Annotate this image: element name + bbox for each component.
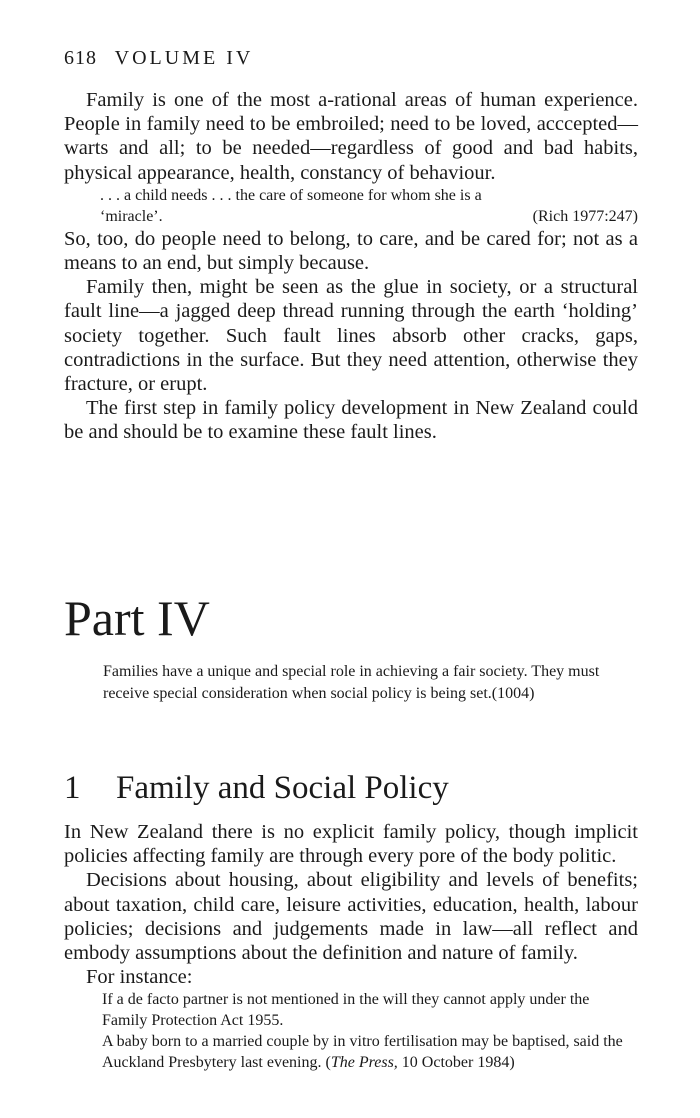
paragraph: Decisions about housing, about eligibility and levels of benefits; about taxation, child care, leisure activities, education, health, labour policies; decisions and judgements made in law—all reflect and embody assumptions about the definition and nature of family.	[64, 869, 638, 965]
paragraph: For instance:	[86, 966, 193, 989]
chapter-title	[64, 768, 449, 808]
quote-paragraph: If a de facto partner is not mentioned in the will they cannot apply under the Family Protection Act 1955.	[102, 991, 590, 1030]
quote-source: The Press,	[330, 1054, 398, 1072]
running-header	[64, 47, 253, 70]
quote-line: . . . a child needs . . . the care of someone for whom she is a	[100, 186, 482, 204]
paragraph: Family then, might be seen as the glue in society, or a structural fault line—a jagged deep thread running through the earth ‘holding’ society together. Such fault lines absorb other cracks, gaps, contradictions in the surface. But they need attention, otherwise they fracture, or erupt.	[64, 276, 638, 396]
page-number: 618	[64, 47, 97, 69]
part-title: Part IV	[64, 590, 210, 646]
part-epigraph: Families have a unique and special role in achieving a fair society. They must receive special consideration when social policy is being set.(1004)	[103, 663, 600, 702]
chapter-title-text: Family and Social Policy	[116, 770, 449, 806]
paragraph: The first step in family policy development in New Zealand could be and should be to examine these fault lines.	[64, 397, 638, 444]
running-head: VOLUME IV	[114, 47, 254, 69]
quote-paragraph: A baby born to a married couple by in vitro fertilisation may be baptised, said the Auckland Presbytery last evening. (The Press, 10 October 1984)	[102, 1033, 623, 1072]
quote-date: 10 October 1984)	[401, 1054, 515, 1072]
quote-citation: (Rich 1977:247)	[532, 207, 638, 225]
paragraph: In New Zealand there is no explicit family policy, though implicit policies affecting family are through every pore of the body politic.	[64, 821, 638, 868]
block-quote	[100, 185, 638, 227]
chapter-number: 1	[64, 770, 81, 806]
chapter-body	[64, 820, 638, 1073]
block-quote	[102, 989, 638, 1073]
section-intro	[64, 88, 638, 445]
quote-line: ‘miracle’.	[100, 207, 163, 225]
paragraph: So, too, do people need to belong, to care, and be cared for; not as a means to an end, but simply because.	[64, 227, 638, 275]
paragraph: Family is one of the most a-rational areas of human experience. People in family need to be embroiled; need to be loved, acccepted—warts and all; to be needed—regardless of good and bad habits, physical appearance, health, constancy of behaviour.	[64, 89, 638, 184]
